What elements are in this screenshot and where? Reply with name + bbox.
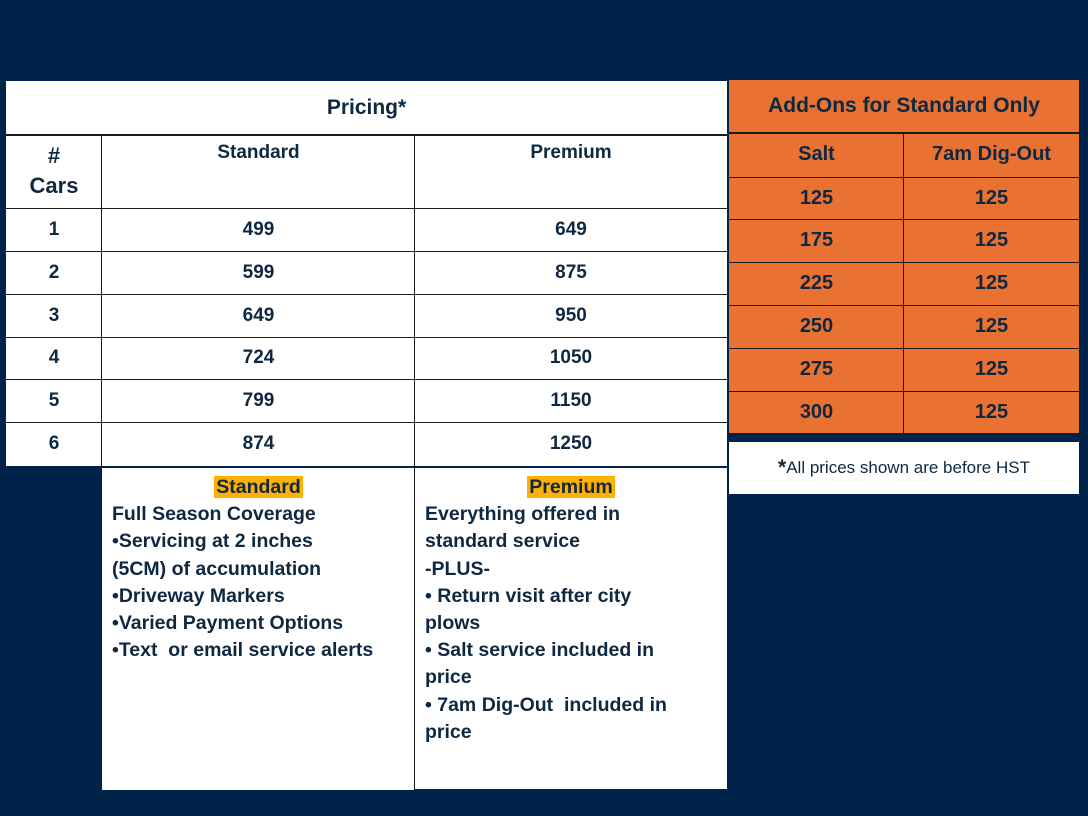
note-text: All prices shown are before HST — [786, 458, 1030, 477]
addon-cell-digout: 125 — [974, 272, 1009, 294]
addon-cell-digout: 125 — [974, 315, 1009, 337]
premium-desc-line: Everything offered in — [425, 503, 621, 526]
salt-header: Salt — [798, 143, 835, 165]
pricing-cell-cars: 1 — [48, 218, 60, 240]
pricing-cell-cars: 6 — [48, 433, 60, 454]
pricing-cell-premium: 1250 — [549, 433, 593, 454]
pricing-cell-standard: 874 — [242, 433, 275, 454]
addon-cell-salt: 275 — [799, 358, 834, 380]
pricing-cell-standard: 799 — [242, 389, 275, 411]
premium-desc-line: price — [425, 720, 472, 743]
description-divider — [414, 468, 415, 790]
cars-header-line2: Cars — [29, 173, 79, 198]
standard-desc-line: •Text or email service alerts — [112, 639, 374, 662]
addons-title: Add-Ons for Standard Only — [768, 94, 1040, 117]
pricing-title: Pricing* — [326, 95, 407, 119]
pricing-cell-standard: 599 — [242, 261, 275, 283]
addon-cell-digout: 125 — [974, 400, 1009, 423]
pricing-cell-premium: 950 — [555, 304, 587, 326]
addon-cell-digout: 125 — [974, 186, 1009, 209]
pricing-cell-standard: 499 — [242, 218, 275, 240]
note-asterisk: * — [778, 456, 787, 479]
addon-cell-digout: 125 — [974, 229, 1009, 251]
pricing-cell-cars: 5 — [48, 389, 60, 411]
premium-description — [415, 468, 727, 789]
pricing-cell-standard: 724 — [242, 347, 275, 368]
standard-desc-line: •Servicing at 2 inches — [112, 530, 313, 553]
addons-table — [729, 80, 1079, 433]
addon-cell-salt: 300 — [799, 400, 834, 423]
premium-desc-line: • 7am Dig-Out included in — [425, 693, 667, 716]
addon-cell-salt: 250 — [799, 315, 834, 337]
standard-header: Standard — [217, 142, 300, 163]
tax-note — [729, 442, 1079, 494]
premium-desc-line: plows — [425, 612, 481, 635]
pricing-cell-premium: 875 — [555, 261, 587, 283]
addon-cell-salt: 225 — [799, 272, 834, 294]
premium-desc-line: • Salt service included in — [425, 639, 654, 662]
standard-desc-line: Full Season Coverage — [112, 503, 316, 526]
pricing-cell-premium: 1150 — [550, 389, 592, 411]
standard-desc-line: (5CM) of accumulation — [112, 557, 322, 580]
pricing-cell-premium: 649 — [555, 218, 587, 240]
pricing-cell-cars: 4 — [48, 347, 60, 368]
premium-desc-line: price — [425, 666, 472, 689]
cars-header-line1: # — [47, 143, 61, 168]
digout-header: 7am Dig-Out — [932, 143, 1051, 165]
pricing-table — [6, 81, 727, 466]
premium-desc-line: -PLUS- — [425, 557, 490, 580]
addon-cell-digout: 125 — [974, 358, 1009, 380]
standard-desc-title: Standard — [216, 476, 301, 498]
standard-desc-line: •Varied Payment Options — [112, 612, 344, 635]
pricing-cell-premium: 1050 — [549, 347, 593, 368]
pricing-cell-cars: 2 — [48, 261, 60, 283]
premium-desc-title: Premium — [529, 476, 613, 498]
addon-cell-salt: 125 — [799, 186, 834, 209]
addon-cell-salt: 175 — [799, 229, 834, 251]
premium-desc-line: standard service — [425, 530, 581, 553]
cars-header — [6, 134, 102, 208]
premium-header: Premium — [530, 142, 612, 163]
standard-description — [102, 468, 415, 790]
pricing-cell-standard: 649 — [242, 304, 275, 326]
pricing-cell-cars: 3 — [48, 304, 60, 326]
standard-desc-line: •Driveway Markers — [112, 584, 285, 607]
premium-desc-line: • Return visit after city — [425, 584, 632, 607]
